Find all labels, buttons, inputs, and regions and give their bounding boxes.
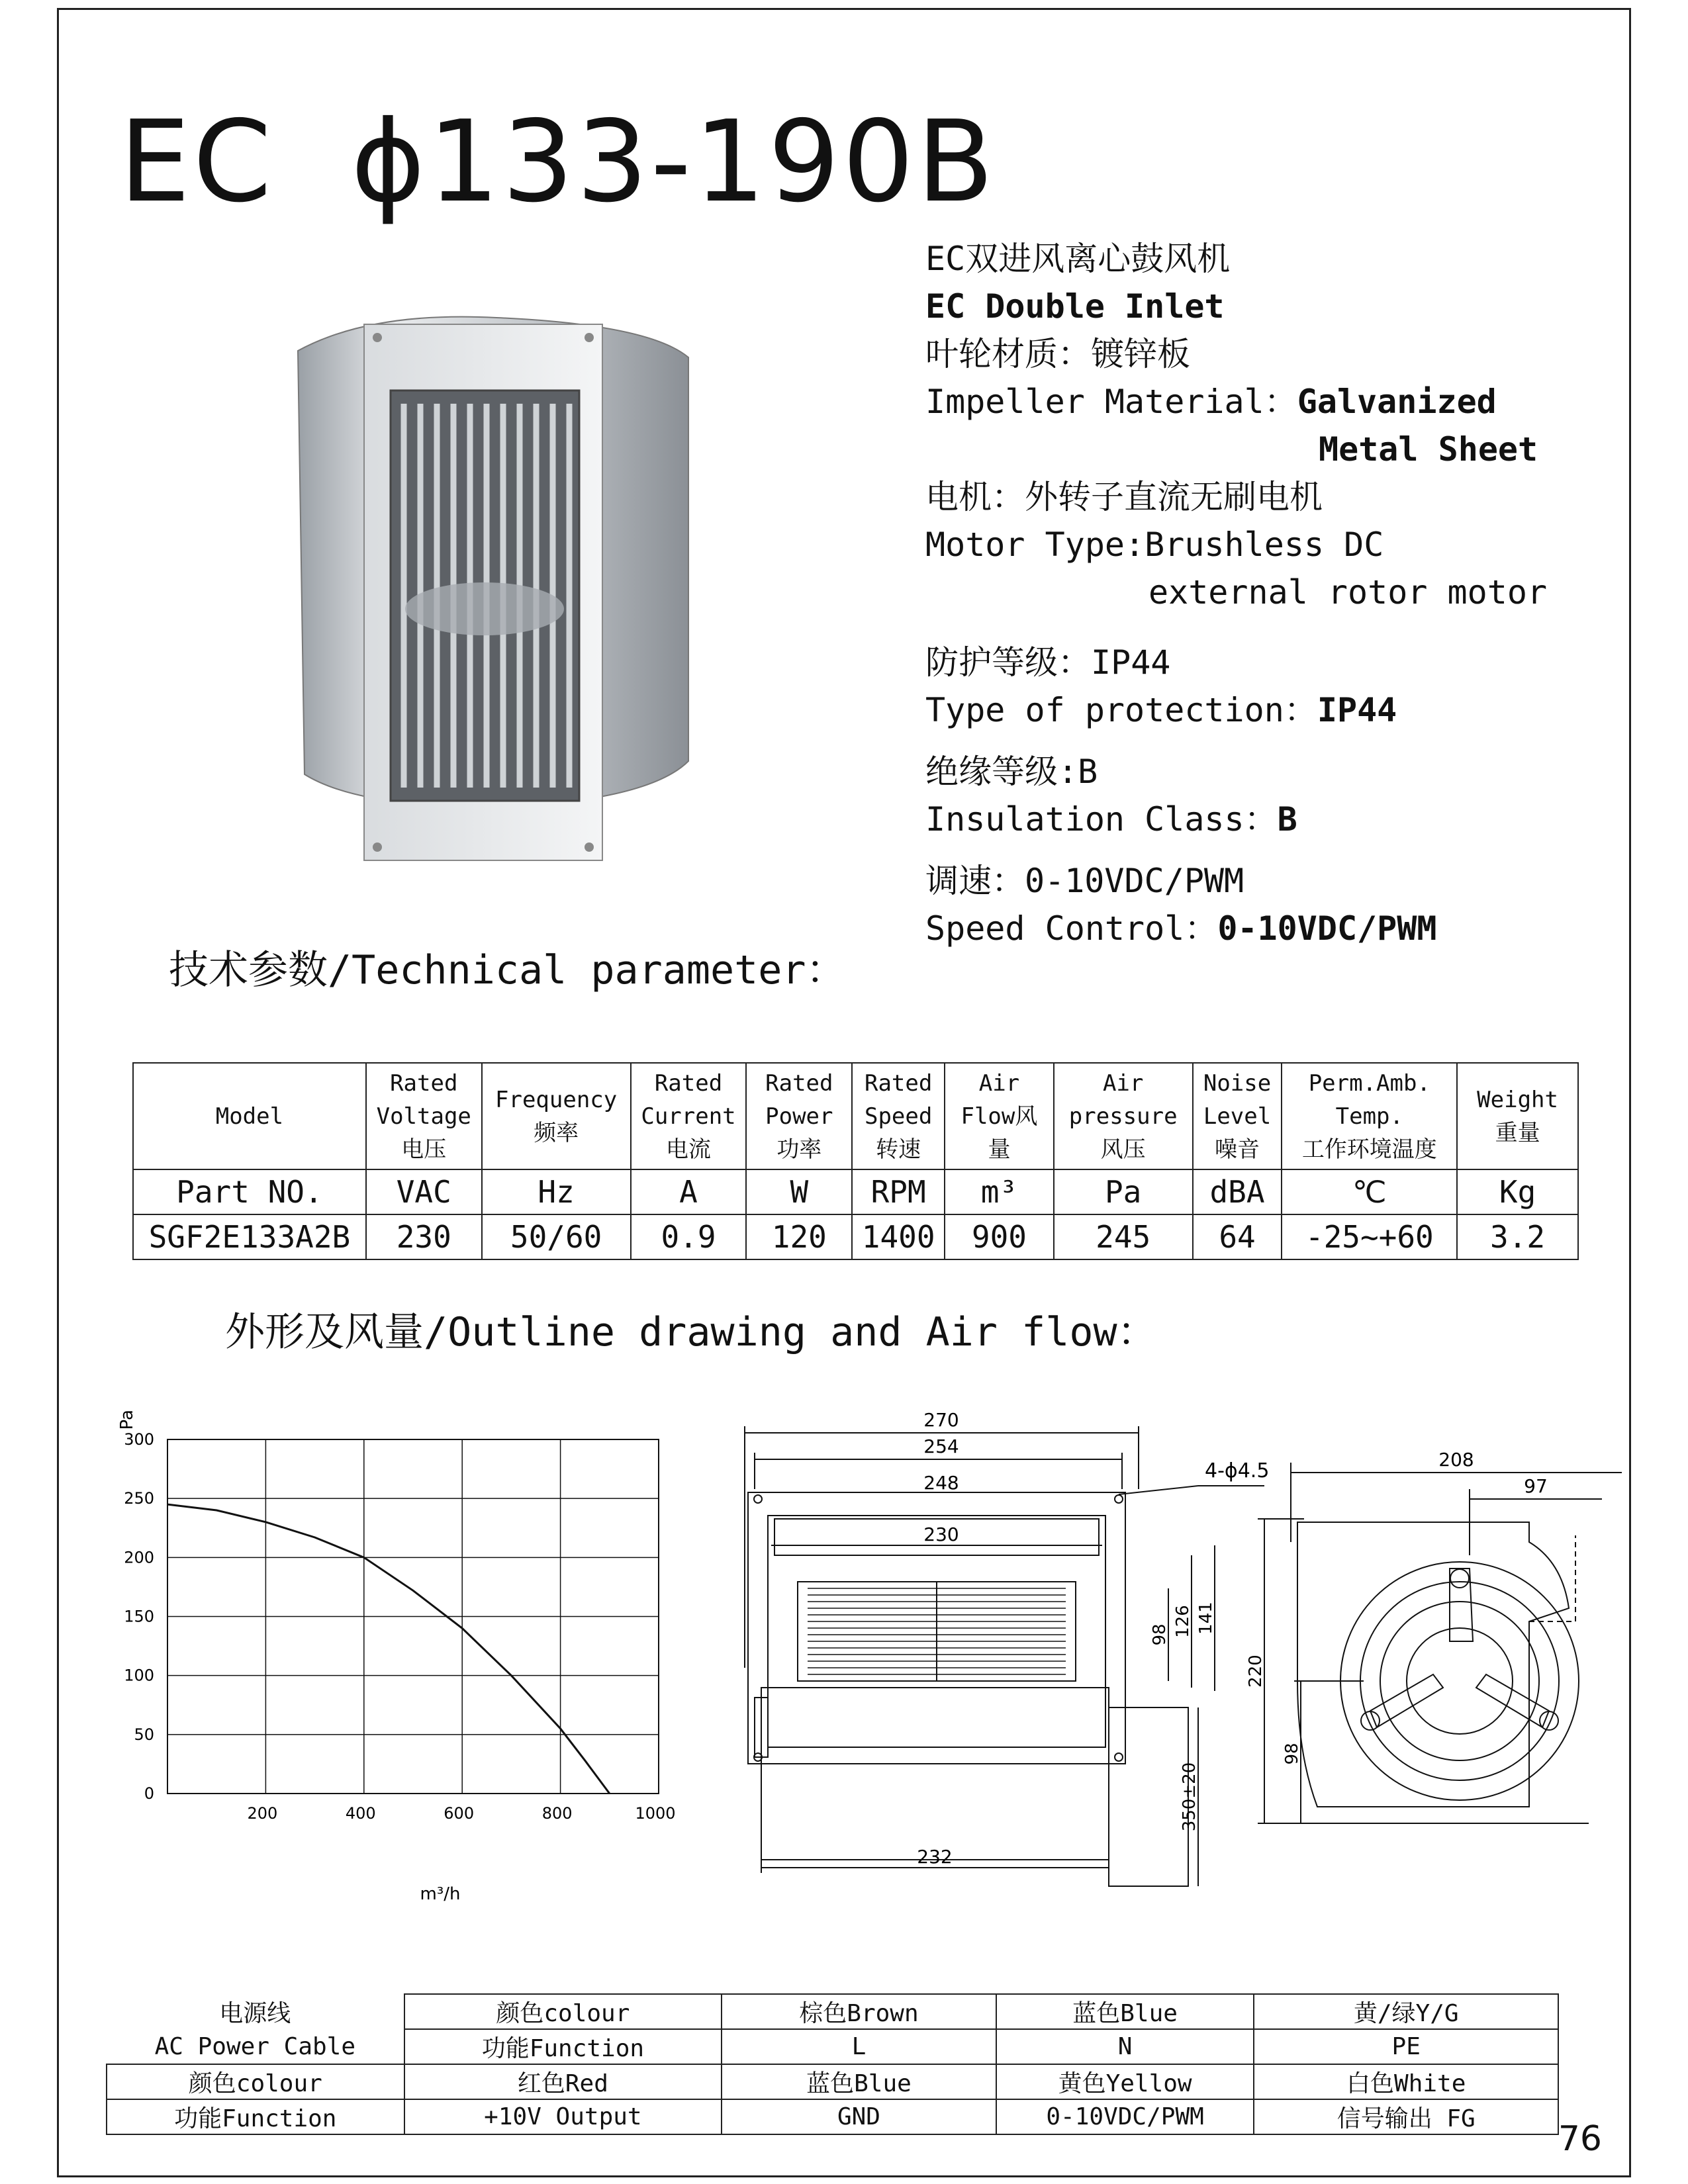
spec-en-speed-value: 0-10VDC/PWM <box>1217 909 1437 948</box>
chart-xtick: 200 <box>247 1804 278 1823</box>
tech-header-text: 风压 <box>1100 1136 1146 1163</box>
tech-header-text: Air <box>1102 1069 1144 1097</box>
cable-r2-0: 功能Function <box>404 2029 722 2064</box>
units-cell: Part NO. <box>133 1169 366 1214</box>
units-cell: Pa <box>1054 1169 1193 1214</box>
cable-r4-1: +10V Output <box>404 2099 722 2134</box>
dim-208: 208 <box>1438 1449 1474 1471</box>
cable-power-cn: 电源线 <box>219 2000 291 2027</box>
chart-ytick: 250 <box>124 1489 154 1508</box>
tech-header-text: 功率 <box>776 1136 822 1163</box>
tech-header-text: Rated <box>390 1069 458 1097</box>
spec-cn-motor: 电机：外转子直流无刷电机 <box>925 478 1323 516</box>
tech-header-text: Rated <box>864 1069 933 1097</box>
tech-header-text: Noise <box>1203 1069 1272 1097</box>
tech-table <box>132 1062 1579 1260</box>
chart-ytick: 150 <box>124 1607 154 1626</box>
spec-cn-protection: 防护等级：IP44 <box>925 643 1171 682</box>
values-cell: 120 <box>746 1214 852 1259</box>
tech-header-text: 转速 <box>876 1136 921 1163</box>
chart-xlabel: m³/h <box>420 1884 461 1904</box>
tech-unit-row <box>133 1169 1578 1214</box>
chart-ytick: 300 <box>124 1430 154 1449</box>
spec-cn-type: EC双进风离心鼓风机 <box>925 240 1231 278</box>
chart-xtick: 400 <box>345 1804 376 1823</box>
units-cell: RPM <box>852 1169 945 1214</box>
dim-126: 126 <box>1173 1605 1193 1638</box>
cable-r4-2: GND <box>722 2099 996 2134</box>
tech-header-10 <box>1457 1063 1578 1169</box>
cable-r3-1: 红色Red <box>404 2064 722 2099</box>
chart-xtick: 600 <box>444 1804 475 1823</box>
dim-98: 98 <box>1150 1623 1170 1646</box>
spec-en-insulation <box>925 796 1297 843</box>
dim-270: 270 <box>923 1409 959 1431</box>
spec-cn-speed: 调速：0-10VDC/PWM <box>925 862 1244 900</box>
units-cell: A <box>631 1169 747 1214</box>
tech-header-text: Power <box>765 1103 833 1130</box>
chart-grid <box>167 1439 659 1794</box>
dim-248: 248 <box>923 1472 959 1494</box>
units-cell: dBA <box>1193 1169 1282 1214</box>
tech-header-text: Speed <box>864 1103 933 1130</box>
tech-header-row <box>133 1063 1578 1169</box>
side-view-drawing <box>1246 1449 1622 1846</box>
spec-en-impeller-label: Impeller Material： <box>925 383 1297 421</box>
tech-header-text: 电流 <box>665 1136 711 1163</box>
tech-header-text: Voltage <box>376 1103 471 1130</box>
spec-cn-impeller: 叶轮材质：镀锌板 <box>925 335 1190 373</box>
tech-header-text: Rated <box>765 1069 833 1097</box>
tech-header-9 <box>1282 1063 1457 1169</box>
tech-header-5 <box>852 1063 945 1169</box>
tech-header-7 <box>1054 1063 1193 1169</box>
cable-r3-2: 蓝色Blue <box>722 2064 996 2099</box>
units-cell: Kg <box>1457 1169 1578 1214</box>
tech-header-text: 电压 <box>401 1136 447 1163</box>
blower-photo <box>278 298 702 874</box>
values-cell: SGF2E133A2B <box>133 1214 366 1259</box>
values-cell: 3.2 <box>1457 1214 1578 1259</box>
chart-ytick: 50 <box>134 1725 154 1744</box>
cable-power-en: AC Power Cable <box>154 2032 356 2060</box>
cable-r2-1: L <box>722 2029 996 2064</box>
values-cell: 900 <box>945 1214 1054 1259</box>
cable-r2-2: N <box>996 2029 1254 2064</box>
cable-row-3 <box>107 2064 1558 2099</box>
dim-98-side: 98 <box>1282 1743 1302 1765</box>
cable-table <box>106 1993 1559 2135</box>
dim-350: 350±20 <box>1180 1762 1199 1832</box>
spec-en-speed <box>925 905 1436 952</box>
cable-row-4 <box>107 2099 1558 2134</box>
product-title: EC ϕ133-190B <box>119 97 997 228</box>
cable-row-1 <box>107 1994 1558 2029</box>
cable-r3-0: 颜色colour <box>107 2064 404 2099</box>
tech-header-text: 噪音 <box>1215 1136 1260 1163</box>
values-cell: 50/60 <box>482 1214 631 1259</box>
spec-en-impeller <box>925 378 1497 426</box>
tech-header-text: Frequency <box>495 1086 618 1113</box>
chart-xtick: 800 <box>541 1804 573 1823</box>
spec-en-insulation-label: Insulation Class： <box>925 800 1278 839</box>
dim-232: 232 <box>917 1846 953 1868</box>
tech-header-6 <box>945 1063 1054 1169</box>
tech-header-text: Temp. <box>1335 1103 1403 1130</box>
values-cell: 64 <box>1193 1214 1282 1259</box>
chart-ticks <box>124 1430 675 1823</box>
tech-header-8 <box>1193 1063 1282 1169</box>
spec-en-impeller-value: Galvanized <box>1297 383 1497 421</box>
dim-254: 254 <box>923 1435 959 1457</box>
airflow-chart <box>113 1390 708 1906</box>
chart-ylabel: Pa <box>117 1410 137 1430</box>
values-cell: 0.9 <box>631 1214 747 1259</box>
tech-header-text: Current <box>641 1103 736 1130</box>
tech-header-text: Level <box>1203 1103 1272 1130</box>
units-cell: VAC <box>366 1169 482 1214</box>
tech-header-text: Perm.Amb. <box>1308 1069 1430 1097</box>
tech-header-text: pressure <box>1068 1103 1178 1130</box>
spec-en-speed-label: Speed Control： <box>925 909 1218 948</box>
cable-r3-4: 白色White <box>1254 2064 1558 2099</box>
units-cell: m³ <box>945 1169 1054 1214</box>
tech-header-text: Weight <box>1477 1086 1558 1113</box>
tech-header-4 <box>746 1063 852 1169</box>
chart-ytick: 100 <box>124 1666 154 1685</box>
tech-header-2 <box>482 1063 631 1169</box>
cable-r1-0: 颜色colour <box>404 1994 722 2029</box>
page-number: 76 <box>1558 2119 1602 2159</box>
cable-row-2 <box>107 2029 1558 2064</box>
cable-r4-0: 功能Function <box>107 2099 404 2134</box>
dim-hole: 4-ϕ4.5 <box>1205 1459 1270 1482</box>
tech-header-text: 重量 <box>1495 1119 1540 1146</box>
tech-header-text: 量 <box>988 1136 1011 1163</box>
units-cell: Hz <box>482 1169 631 1214</box>
cable-r4-4: 信号输出 FG <box>1254 2099 1558 2134</box>
spec-en-impeller-value2: Metal Sheet <box>1319 430 1538 469</box>
chart-xtick: 1000 <box>635 1804 676 1823</box>
spec-en-type: EC Double Inlet <box>925 287 1225 326</box>
tech-header-0 <box>133 1063 366 1169</box>
tech-header-text: Model <box>215 1103 284 1130</box>
spec-en-protection-label: Type of protection： <box>925 691 1317 729</box>
tech-header-text: Rated <box>654 1069 723 1097</box>
spec-en-motor: Motor Type:Brushless DC <box>925 525 1384 564</box>
outline-heading: 外形及风量/Outline drawing and Air flow： <box>225 1309 1157 1355</box>
spec-en-protection-value: IP44 <box>1317 691 1397 729</box>
tech-header-text: 工作环境温度 <box>1301 1136 1437 1163</box>
tech-header-text: Air <box>978 1069 1020 1097</box>
front-view-drawing <box>735 1396 1270 1893</box>
spec-en-motor-2: external rotor motor <box>1149 573 1548 612</box>
chart-ytick: 0 <box>144 1784 154 1803</box>
cable-r3-3: 黄色Yellow <box>996 2064 1254 2099</box>
tech-header-3 <box>631 1063 747 1169</box>
values-cell: 230 <box>366 1214 482 1259</box>
values-cell: -25~+60 <box>1282 1214 1457 1259</box>
values-cell: 245 <box>1054 1214 1193 1259</box>
spec-en-protection <box>925 686 1397 734</box>
chart-curve <box>167 1504 610 1794</box>
units-cell: ℃ <box>1282 1169 1457 1214</box>
tech-heading: 技术参数/Technical parameter： <box>169 947 846 993</box>
tech-header-text: 频率 <box>534 1119 579 1146</box>
units-cell: W <box>746 1169 852 1214</box>
tech-value-row <box>133 1214 1578 1259</box>
values-cell: 1400 <box>852 1214 945 1259</box>
dim-141: 141 <box>1196 1602 1216 1635</box>
dim-230: 230 <box>923 1524 959 1545</box>
cable-r4-3: 0-10VDC/PWM <box>996 2099 1254 2134</box>
dim-220: 220 <box>1246 1655 1266 1688</box>
cable-r1-3: 黄/绿Y/G <box>1254 1994 1558 2029</box>
spec-cn-insulation: 绝缘等级:B <box>925 752 1098 791</box>
spec-en-insulation-value: B <box>1277 800 1297 839</box>
tech-header-text: Flow风 <box>961 1103 1038 1130</box>
chart-ytick: 200 <box>124 1548 154 1567</box>
cable-r1-2: 蓝色Blue <box>996 1994 1254 2029</box>
cable-r2-3: PE <box>1254 2029 1558 2064</box>
dim-97: 97 <box>1524 1475 1548 1497</box>
cable-r1-1: 棕色Brown <box>722 1994 996 2029</box>
tech-header-1 <box>366 1063 482 1169</box>
